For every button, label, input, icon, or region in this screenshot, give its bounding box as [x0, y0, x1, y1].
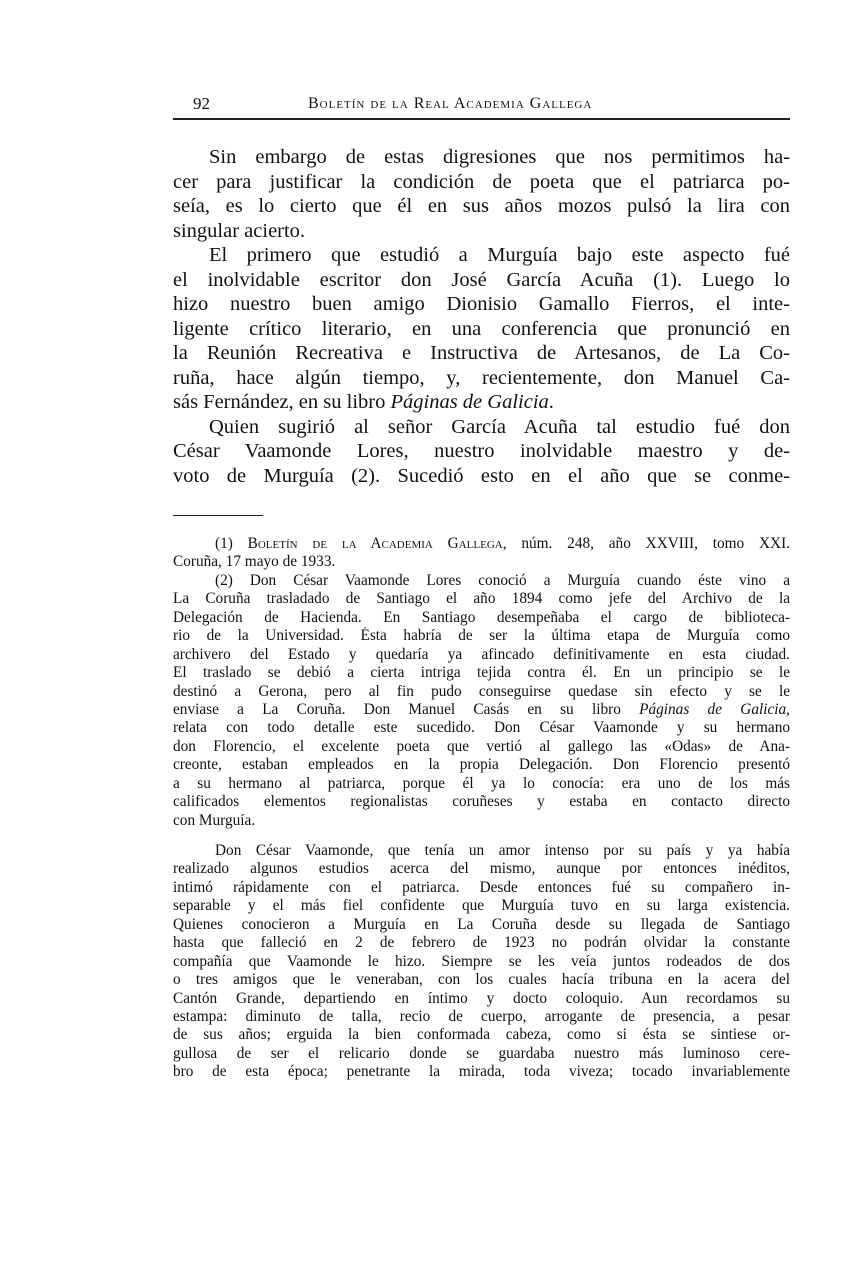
- footnote-line: [173, 719, 790, 737]
- line-text: de sus años; erguida la bien conformada cabeza, como si ésta se sintiese or-: [173, 1026, 790, 1044]
- line-text: hasta que falleció en 2 de febrero de 1923 no podrán olvidar la constante: [173, 934, 790, 952]
- footnote-line: [173, 897, 790, 915]
- text-line: [173, 341, 790, 366]
- footnote-line: [173, 1026, 790, 1044]
- line-text: realizado algunos estudios acerca del mismo, aunque por entonces inéditos,: [173, 860, 790, 878]
- footnote-line: [173, 1045, 790, 1063]
- line-text: sás Fernández, en su libro: [173, 391, 391, 413]
- text-line: [173, 317, 790, 342]
- footnote-line: [173, 1008, 790, 1026]
- line-text: Sin embargo de estas digresiones que nos permitimos ha-: [209, 146, 790, 168]
- line-text: (1): [215, 535, 248, 552]
- footnote-line: [173, 664, 790, 682]
- footnotes: [173, 535, 790, 1082]
- line-text: ruña, hace algún tiempo, y, recientemente, don Manuel Ca-: [173, 366, 790, 389]
- footnote-line: [173, 1063, 790, 1081]
- line-text: voto de Murguía (2). Sucedió esto en el año que se conme-: [173, 464, 790, 487]
- line-text: o tres amigos que le veneraban, con los cuales hacía tribuna en la acera del: [173, 971, 790, 989]
- journal-title: Boletín de la Academia Gallega: [247, 535, 503, 552]
- line-text: Delegación de Hacienda. En Santiago desempeñaba el cargo de biblioteca-: [173, 608, 790, 626]
- line-text: con Murguía.: [173, 811, 256, 829]
- line-text: cer para justificar la condición de poeta que el patriarca po-: [173, 170, 790, 193]
- text-line: [173, 170, 790, 195]
- line-text: separable y el más fiel confidente que Murguía tuvo en su larga existencia.: [173, 897, 790, 915]
- line-text: El traslado se debió a cierta intriga tejida contra él. En un principio se le: [173, 664, 790, 682]
- footnote-line: [173, 934, 790, 952]
- page-number: 92: [193, 94, 210, 113]
- line-text: Cantón Grande, departiendo en íntimo y docto coloquio. Aun recordamos su: [173, 989, 790, 1007]
- text-line: [173, 145, 790, 170]
- line-text: creonte, estaban empleados en la propia Delegación. Don Florencio presentó: [173, 756, 790, 774]
- line-text: compañía que Vaamonde le hizo. Siempre se les veía juntos rodeados de dos: [173, 952, 790, 970]
- footnote-line: [173, 879, 790, 897]
- footnote-rule: [173, 515, 263, 516]
- footnote-line: [173, 627, 790, 645]
- line-text-after: ,: [786, 700, 790, 718]
- line-text: Quien sugirió al señor García Acuña tal estudio fué don: [209, 415, 790, 438]
- line-text: rio de la Universidad. Ésta habría de ser la última etapa de Murguía como: [173, 627, 790, 645]
- line-text: calificados elementos regionalistas coruñeses y estaba en contacto directo: [173, 793, 790, 811]
- footnote-line: [173, 590, 790, 608]
- footnote-line: [173, 683, 790, 701]
- text-line: [173, 292, 790, 317]
- footnote-line: [173, 609, 790, 627]
- line-text: seía, es lo cierto que él en sus años mozos pulsó la lira con: [173, 195, 790, 217]
- line-text: don Florencio, el excelente poeta que vertió al gallego las «Odas» de Ana-: [173, 737, 790, 755]
- line-text: enviase a La Coruña. Don Manuel Casás en su libro: [173, 700, 640, 718]
- footnote-line: [173, 701, 790, 719]
- footnote-line: [173, 990, 790, 1008]
- text-line: [173, 415, 790, 440]
- text-line: [173, 268, 790, 293]
- footnote-line: [173, 553, 790, 571]
- footnote-line: [173, 953, 790, 971]
- text-line: [173, 390, 790, 415]
- footnote-line: [173, 916, 790, 934]
- footnote-line: [173, 971, 790, 989]
- footnote-line: [173, 535, 790, 553]
- footnote-line: [173, 842, 790, 860]
- book-title: Páginas de Galicia: [639, 700, 787, 718]
- text-line: [173, 464, 790, 489]
- footnote-line: [173, 646, 790, 664]
- text-line: [173, 243, 790, 268]
- line-text: Don César Vaamonde, que tenía un amor intenso por su país y ya había: [215, 842, 790, 859]
- book-title: Páginas de Galicia: [390, 391, 549, 413]
- line-text: Quienes conocieron a Murguía en La Coruña desde su llegada de Santiago: [173, 915, 790, 933]
- line-text: ligente crítico literario, en una conferencia que pronunció en: [173, 317, 790, 340]
- line-text: El primero que estudió a Murguía bajo este aspecto fué: [209, 244, 790, 266]
- footnote-line: [173, 793, 790, 811]
- line-text: el inolvidable escritor don José García Acuña (1). Luego lo: [173, 268, 790, 291]
- line-text: la Reunión Recreativa e Instructiva de Artesanos, de La Co-: [173, 342, 790, 364]
- line-text: gullosa de ser el relicario donde se guardaba nuestro más luminoso cere-: [173, 1044, 790, 1062]
- line-text: singular acierto.: [173, 219, 306, 242]
- footnote-line: [173, 738, 790, 756]
- main-text: [173, 145, 790, 488]
- line-text: intimó rápidamente con el patriarca. Desde entonces fué su compañero in-: [173, 878, 790, 896]
- text-line: [173, 366, 790, 391]
- line-text-after: .: [548, 391, 554, 413]
- line-text-after: , núm. 248, año XXVIII, tomo XXI.: [502, 535, 790, 552]
- line-text: a su hermano al patriarca, porque él ya lo conocía: era uno de los más: [173, 774, 790, 792]
- footnote-line: [173, 756, 790, 774]
- running-header: [173, 94, 790, 120]
- line-text: estampa: diminuto de talla, recio de cuerpo, arrogante de presencia, a pesar: [173, 1007, 790, 1025]
- footnote-line: [173, 812, 790, 830]
- footnote-line: [173, 775, 790, 793]
- footnote-line: [173, 572, 790, 590]
- line-text: hizo nuestro buen amigo Dionisio Gamallo Fierros, el inte-: [173, 293, 790, 315]
- line-text: relata con todo detalle este sucedido. Don César Vaamonde y su hermano: [173, 719, 790, 737]
- line-text: La Coruña trasladado de Santiago el año 1894 como jefe del Archivo de la: [173, 590, 790, 608]
- text-line: [173, 439, 790, 464]
- line-text: Coruña, 17 mayo de 1933.: [173, 553, 336, 571]
- line-text: (2) Don César Vaamonde Lores conoció a Murguía cuando éste vino a: [215, 571, 790, 589]
- line-text: archivero del Estado y quedaría ya afincado definitivamente en esta ciudad.: [173, 645, 790, 663]
- text-line: [173, 194, 790, 219]
- footnote-line: [173, 830, 790, 842]
- text-line: [173, 219, 790, 244]
- line-text: bro de esta época; penetrante la mirada, toda viveza; tocado invariablemente: [173, 1063, 790, 1081]
- line-text: destinó a Gerona, pero al fin pudo conseguirse quedase sin efecto y se le: [173, 682, 790, 700]
- line-text: César Vaamonde Lores, nuestro inolvidable maestro y de-: [173, 440, 790, 462]
- running-title: Boletín de la Real Academia Gallega: [308, 95, 593, 112]
- footnote-line: [173, 860, 790, 878]
